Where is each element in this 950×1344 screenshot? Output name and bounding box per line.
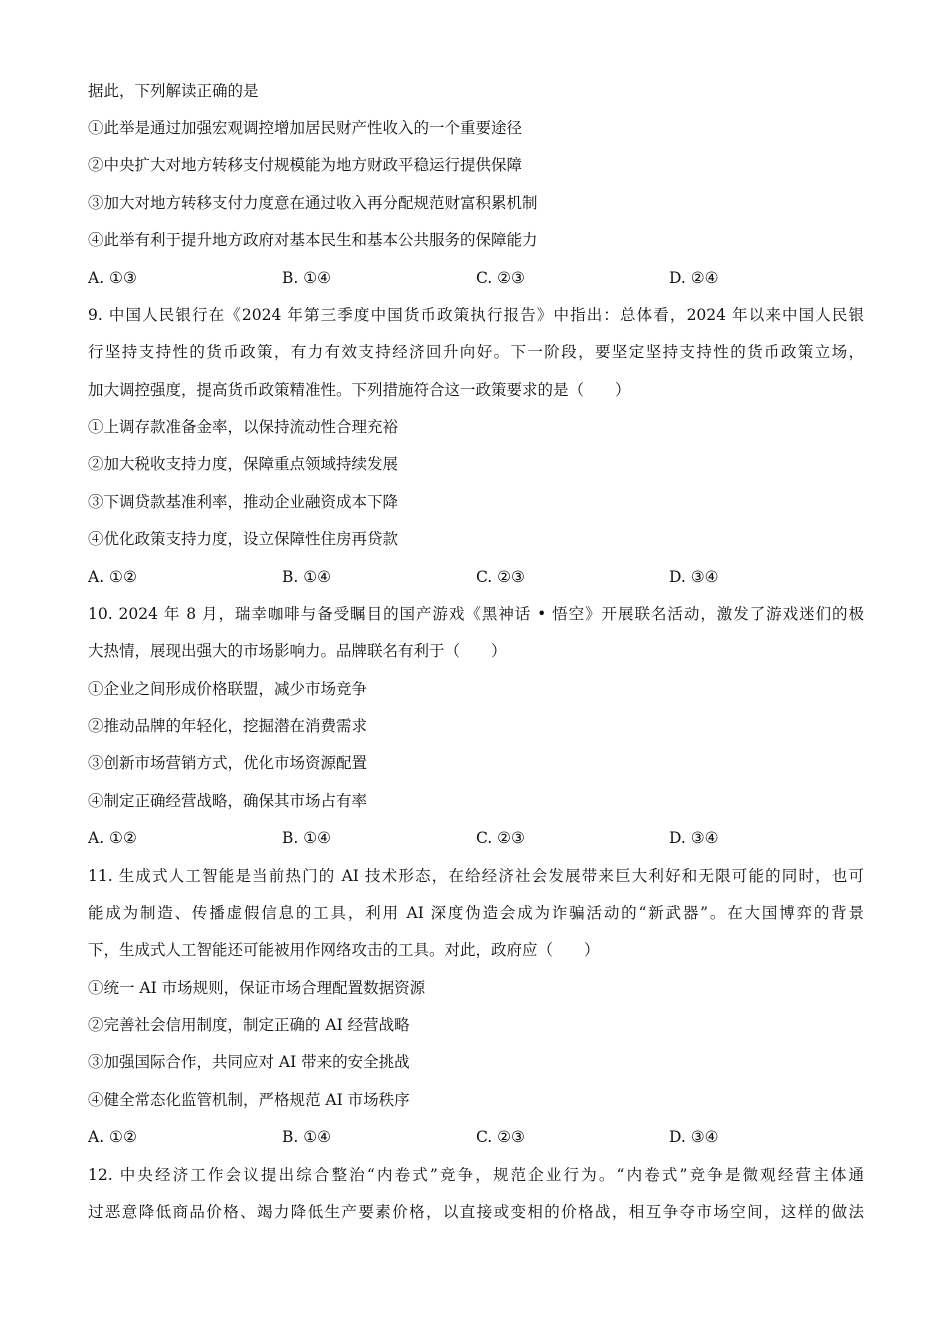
q8-option-a: A. ①③ [88, 269, 137, 287]
q8-item-2: ②中央扩大对地方转移支付规模能为地方财政平稳运行提供保障 [88, 156, 523, 174]
q10-option-a: A. ①② [88, 829, 137, 847]
q10-item-4: ④制定正确经营战略，确保其市场占有率 [88, 792, 368, 810]
q9-item-3: ③下调贷款基准利率，推动企业融资成本下降 [88, 493, 399, 511]
q11-stem-line-2: 能成为制造、传播虚假信息的工具，利用 AI 深度伪造会成为诈骗活动的“新武器”。在大国博弈的背景 [88, 904, 864, 922]
q9-item-2: ②加大税收支持力度，保障重点领域持续发展 [88, 455, 399, 473]
q9-option-b: B. ①④ [282, 568, 332, 586]
q10-item-3: ③创新市场营销方式，优化市场资源配置 [88, 754, 368, 772]
q12-stem-line-2: 过恶意降低商品价格、竭力降低生产要素价格，以直接或变相的价格战，相互争夺市场空间，这样的做法 [88, 1203, 864, 1221]
q8-option-c: C. ②③ [476, 269, 525, 287]
q10-item-1: ①企业之间形成价格联盟，减少市场竞争 [88, 680, 368, 698]
q10-stem-line-1: 10. 2024 年 8 月，瑞幸咖啡与备受瞩目的国产游戏《黑神话 • 悟空》开展联名活动，激发了游戏迷们的极 [88, 605, 864, 623]
q11-item-1: ①统一 AI 市场规则，保证市场合理配置数据资源 [88, 979, 426, 997]
q8-option-b: B. ①④ [282, 269, 332, 287]
q10-item-2: ②推动品牌的年轻化，挖掘潜在消费需求 [88, 717, 368, 735]
q11-stem-line-1: 11. 生成式人工智能是当前热门的 AI 技术形态，在给经济社会发展带来巨大利好和无限可能的同时，也可 [88, 867, 864, 885]
q11-stem-line-3: 下，生成式人工智能还可能被用作网络攻击的工具。对此，政府应（ ） [88, 941, 600, 959]
q9-stem-line-3: 加大调控强度，提高货币政策精准性。下列措施符合这一政策要求的是（ ） [88, 381, 631, 399]
q11-option-b: B. ①④ [282, 1128, 332, 1146]
q8-stem-tail: 据此，下列解读正确的是 [88, 82, 259, 100]
q8-item-1: ①此举是通过加强宏观调控增加居民财产性收入的一个重要途径 [88, 119, 523, 137]
q9-option-c: C. ②③ [476, 568, 525, 586]
q10-option-b: B. ①④ [282, 829, 332, 847]
q10-stem-line-2: 大热情，展现出强大的市场影响力。品牌联名有利于（ ） [88, 642, 507, 660]
q11-item-4: ④健全常态化监管机制，严格规范 AI 市场秩序 [88, 1091, 410, 1109]
q11-option-a: A. ①② [88, 1128, 137, 1146]
q10-option-c: C. ②③ [476, 829, 525, 847]
q9-option-a: A. ①② [88, 568, 137, 586]
q9-stem-line-1: 9. 中国人民银行在《2024 年第三季度中国货币政策执行报告》中指出：总体看，2024 年以来中国人民银 [88, 306, 864, 324]
q9-option-d: D. ③④ [669, 568, 719, 586]
q9-item-4: ④优化政策支持力度，设立保障性住房再贷款 [88, 530, 399, 548]
q8-item-4: ④此举有利于提升地方政府对基本民生和基本公共服务的保障能力 [88, 231, 538, 249]
q8-item-3: ③加大对地方转移支付力度意在通过收入再分配规范财富积累机制 [88, 194, 538, 212]
q9-item-1: ①上调存款准备金率，以保持流动性合理充裕 [88, 418, 399, 436]
q10-option-d: D. ③④ [669, 829, 719, 847]
q11-item-2: ②完善社会信用制度，制定正确的 AI 经营战略 [88, 1016, 410, 1034]
q8-option-d: D. ②④ [669, 269, 719, 287]
q11-option-d: D. ③④ [669, 1128, 719, 1146]
q11-option-c: C. ②③ [476, 1128, 525, 1146]
q9-stem-line-2: 行坚持支持性的货币政策，有力有效支持经济回升向好。下一阶段，要坚定坚持支持性的货币政策立场， [88, 343, 864, 361]
q11-item-3: ③加强国际合作，共同应对 AI 带来的安全挑战 [88, 1053, 410, 1071]
q12-stem-line-1: 12. 中央经济工作会议提出综合整治“内卷式”竞争，规范企业行为。“内卷式”竞争是微观经营主体通 [88, 1166, 864, 1184]
